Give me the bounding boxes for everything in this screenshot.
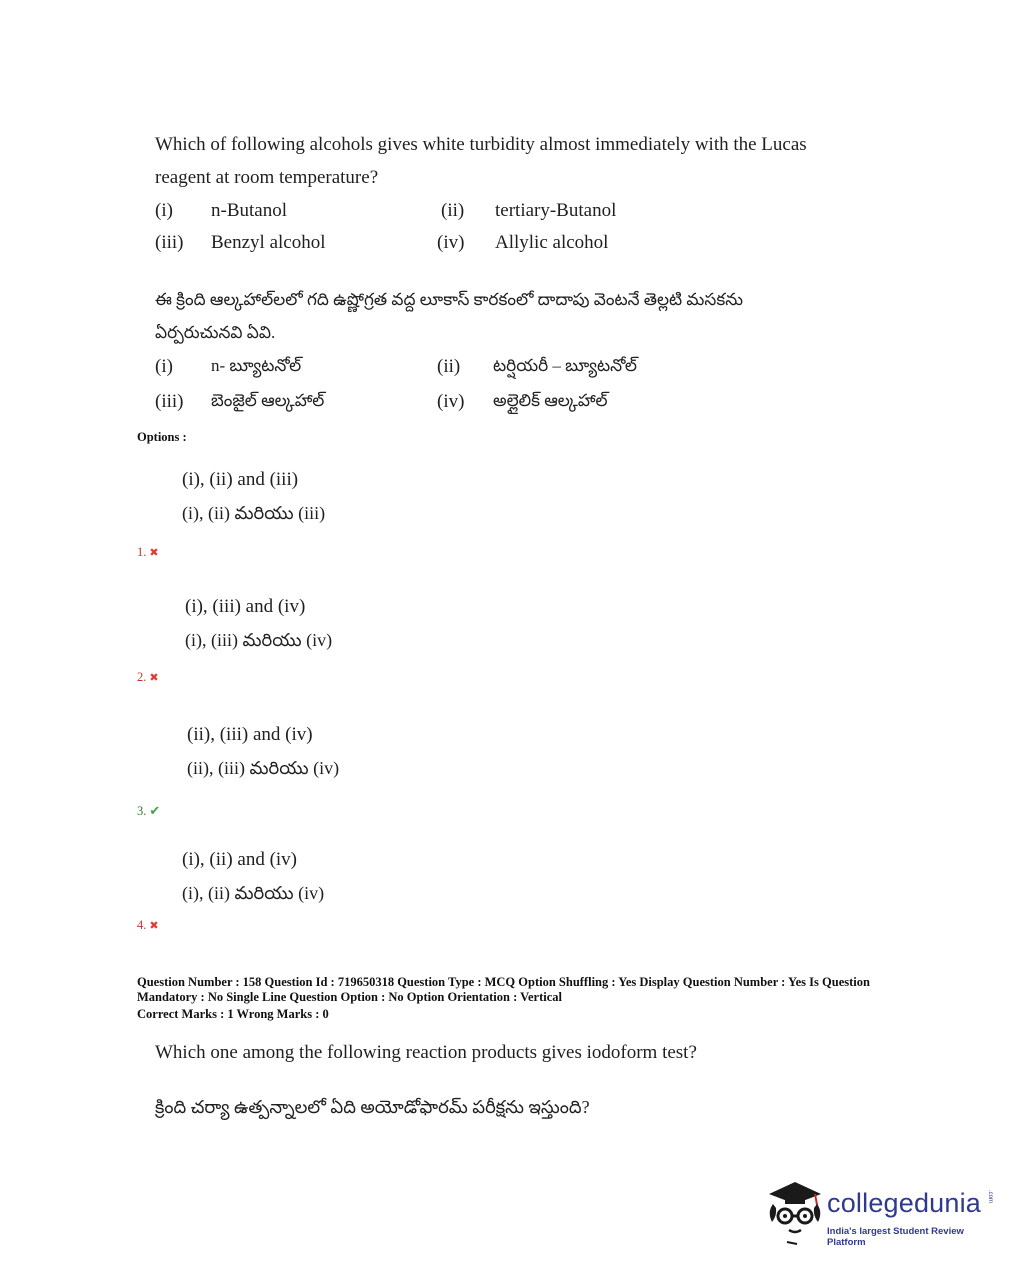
question1-telugu-line1: ఈ క్రింది ఆల్కహాల్‌లలో గది ఉష్ణోగ్రత వద్ద లూకాస్ కారకంలో దాదాపు వెంటనే తెల్లటి మసకను: [155, 290, 744, 309]
telugu-item-text: n- బ్యూటనోల్: [211, 356, 302, 375]
option-english: (ii), (iii) and (iv): [187, 724, 313, 745]
english-item-label: (i): [155, 200, 173, 221]
cross-icon: ✖: [149, 920, 159, 932]
telugu-item-text: టర్షియరీ – బ్యూటనోల్: [493, 356, 637, 375]
logo-tagline: India's largest Student Review Platform: [827, 1226, 964, 1248]
option-telugu: (ii), (iii) మరియు (iv): [187, 758, 340, 778]
logo-domain: .com: [987, 1190, 993, 1204]
option-number-1[interactable]: [137, 545, 159, 560]
english-item-label: (iii): [155, 232, 184, 253]
question2-english: Which one among the following reaction products gives iodoform test?: [155, 1042, 697, 1063]
cross-icon: ✖: [149, 547, 159, 559]
option-telugu: (i), (iii) మరియు (iv): [185, 630, 333, 650]
options-heading: Options :: [137, 430, 187, 444]
english-item-label: (iv): [437, 232, 465, 253]
check-icon: ✔: [149, 803, 161, 818]
option-number-label: 4.: [137, 918, 147, 932]
telugu-item-label: (iii): [155, 391, 184, 412]
question-meta-line3: Correct Marks : 1 Wrong Marks : 0: [137, 1007, 329, 1021]
option-number-label: 2.: [137, 670, 147, 684]
option-number-3[interactable]: [137, 803, 160, 819]
cross-icon: ✖: [149, 672, 159, 684]
telugu-item-text: బెంజైల్ ఆల్కహాల్: [211, 391, 325, 410]
logo-wordmark: collegedunia: [827, 1188, 982, 1218]
question2-telugu: క్రింది చర్యా ఉత్పన్నాలలో ఏది అయోడోఫారమ్ పరీక్షను ఇస్తుంది?: [155, 1097, 590, 1117]
telugu-item-text: అల్లైలిక్ ఆల్కహాల్: [493, 391, 608, 410]
option-number-label: 3.: [137, 804, 147, 818]
question-meta-line1: Question Number : 158 Question Id : 719650318 Question Type : MCQ Option Shuffling : Yes Display Question Number : Yes Is Question: [137, 975, 870, 989]
collegedunia-logo[interactable]: [763, 1176, 999, 1248]
option-number-label: 1.: [137, 545, 147, 559]
telugu-item-label: (iv): [437, 391, 465, 412]
english-item-text: Allylic alcohol: [495, 232, 609, 253]
english-item-label: (ii): [441, 200, 465, 221]
question1-english-line1: Which of following alcohols gives white turbidity almost immediately with the Lucas: [155, 134, 807, 155]
telugu-item-label: (ii): [437, 356, 461, 377]
english-item-text: Benzyl alcohol: [211, 232, 326, 253]
english-item-text: n-Butanol: [211, 200, 287, 221]
option-english: (i), (iii) and (iv): [185, 596, 306, 617]
question1-telugu-line2: ఏర్పరుచునవి ఏవి.: [155, 323, 276, 342]
student-mascot-icon: [763, 1176, 825, 1248]
option-telugu: (i), (ii) మరియు (iv): [182, 883, 325, 903]
option-english: (i), (ii) and (iii): [182, 469, 299, 490]
option-number-4[interactable]: [137, 918, 159, 933]
option-telugu: (i), (ii) మరియు (iii): [182, 503, 326, 523]
option-number-2[interactable]: [137, 670, 159, 685]
english-item-text: tertiary-Butanol: [495, 200, 617, 221]
question1-english-line2: reagent at room temperature?: [155, 167, 379, 188]
option-english: (i), (ii) and (iv): [182, 849, 298, 870]
telugu-item-label: (i): [155, 356, 173, 377]
question-meta-line2: Mandatory : No Single Line Question Option : No Option Orientation : Vertical: [137, 990, 563, 1004]
